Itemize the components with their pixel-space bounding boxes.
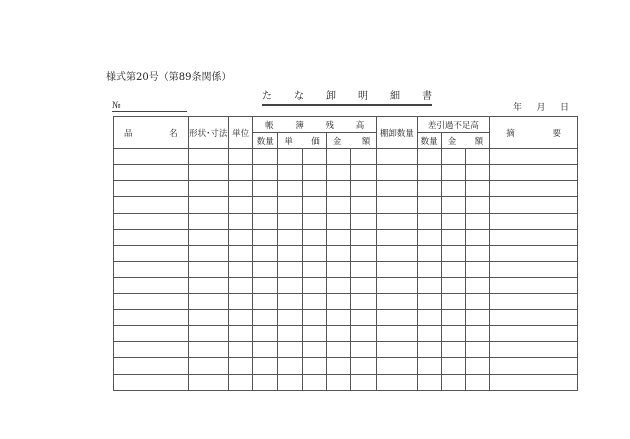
table-cell[interactable] xyxy=(302,294,326,310)
table-cell[interactable] xyxy=(441,213,465,229)
table-cell[interactable] xyxy=(228,277,252,293)
table-cell[interactable] xyxy=(350,342,376,358)
table-cell[interactable] xyxy=(326,277,350,293)
table-cell[interactable] xyxy=(278,197,302,213)
table-cell[interactable] xyxy=(278,261,302,277)
table-cell[interactable] xyxy=(302,310,326,326)
table-cell[interactable] xyxy=(377,197,417,213)
table-cell[interactable] xyxy=(350,261,376,277)
table-cell[interactable] xyxy=(278,310,302,326)
table-cell[interactable] xyxy=(377,149,417,165)
table-cell[interactable] xyxy=(114,245,189,261)
table-cell[interactable] xyxy=(377,342,417,358)
table-cell[interactable] xyxy=(253,181,278,197)
table-cell[interactable] xyxy=(441,326,465,342)
table-cell[interactable] xyxy=(417,261,441,277)
table-cell[interactable] xyxy=(253,229,278,245)
header-item-name: 品 名 xyxy=(114,117,189,149)
table-cell[interactable] xyxy=(490,342,578,358)
table-cell[interactable] xyxy=(490,326,578,342)
table-cell[interactable] xyxy=(188,358,228,374)
table-cell[interactable] xyxy=(350,245,376,261)
table-cell[interactable] xyxy=(465,342,489,358)
table-cell[interactable] xyxy=(253,277,278,293)
table-cell[interactable] xyxy=(377,261,417,277)
table-cell[interactable] xyxy=(228,310,252,326)
table-cell[interactable] xyxy=(490,197,578,213)
table-cell[interactable] xyxy=(465,374,489,390)
table-cell[interactable] xyxy=(350,213,376,229)
table-cell[interactable] xyxy=(326,229,350,245)
table-cell[interactable] xyxy=(490,294,578,310)
table-cell[interactable] xyxy=(417,181,441,197)
table-cell[interactable] xyxy=(441,310,465,326)
table-cell[interactable] xyxy=(377,358,417,374)
table-cell[interactable] xyxy=(490,277,578,293)
table-row xyxy=(114,165,578,181)
table-cell[interactable] xyxy=(302,213,326,229)
table-cell[interactable] xyxy=(278,358,302,374)
table-cell[interactable] xyxy=(302,229,326,245)
table-cell[interactable] xyxy=(278,374,302,390)
table-cell[interactable] xyxy=(302,245,326,261)
table-cell[interactable] xyxy=(188,213,228,229)
table-cell[interactable] xyxy=(228,149,252,165)
table-cell[interactable] xyxy=(302,165,326,181)
table-cell[interactable] xyxy=(326,374,350,390)
table-cell[interactable] xyxy=(350,197,376,213)
table-cell[interactable] xyxy=(228,197,252,213)
table-cell[interactable] xyxy=(465,294,489,310)
header-difference: 差引過不足高 xyxy=(417,117,490,133)
table-cell[interactable] xyxy=(326,326,350,342)
table-cell[interactable] xyxy=(441,277,465,293)
table-cell[interactable] xyxy=(441,294,465,310)
title-char: 書 xyxy=(422,91,432,102)
table-cell[interactable] xyxy=(253,358,278,374)
header-unit-price: 単 価 xyxy=(278,133,326,149)
table-cell[interactable] xyxy=(326,358,350,374)
table-cell[interactable] xyxy=(302,149,326,165)
table-cell[interactable] xyxy=(417,310,441,326)
table-cell[interactable] xyxy=(350,229,376,245)
table-cell[interactable] xyxy=(441,358,465,374)
header-book-amount: 金 額 xyxy=(326,133,376,149)
table-cell[interactable] xyxy=(350,294,376,310)
table-row xyxy=(114,294,578,310)
document-title xyxy=(262,87,432,106)
inventory-table xyxy=(113,116,578,391)
table-cell[interactable] xyxy=(465,245,489,261)
header-diff-amount: 金 額 xyxy=(441,133,489,149)
table-cell[interactable] xyxy=(278,229,302,245)
table-cell[interactable] xyxy=(465,197,489,213)
table-cell[interactable] xyxy=(302,342,326,358)
table-row xyxy=(114,358,578,374)
table-cell[interactable] xyxy=(350,310,376,326)
table-cell[interactable] xyxy=(465,165,489,181)
table-row xyxy=(114,374,578,390)
table-cell[interactable] xyxy=(188,294,228,310)
table-cell[interactable] xyxy=(114,342,189,358)
table-cell[interactable] xyxy=(188,149,228,165)
table-cell[interactable] xyxy=(278,165,302,181)
table-row xyxy=(114,181,578,197)
table-cell[interactable] xyxy=(441,229,465,245)
table-cell[interactable] xyxy=(441,261,465,277)
table-cell[interactable] xyxy=(114,326,189,342)
table-cell[interactable] xyxy=(377,310,417,326)
table-cell[interactable] xyxy=(188,342,228,358)
table-row xyxy=(114,213,578,229)
table-cell[interactable] xyxy=(417,326,441,342)
table-cell[interactable] xyxy=(253,149,278,165)
date-field[interactable] xyxy=(513,100,569,113)
table-cell[interactable] xyxy=(465,149,489,165)
table-cell[interactable] xyxy=(326,197,350,213)
table-cell[interactable] xyxy=(441,197,465,213)
table-cell[interactable] xyxy=(188,326,228,342)
table-cell[interactable] xyxy=(114,261,189,277)
table-cell[interactable] xyxy=(326,213,350,229)
table-cell[interactable] xyxy=(417,342,441,358)
table-cell[interactable] xyxy=(188,310,228,326)
table-cell[interactable] xyxy=(188,245,228,261)
table-cell[interactable] xyxy=(278,326,302,342)
table-cell[interactable] xyxy=(326,165,350,181)
title-char: た xyxy=(262,91,272,102)
date-month-label: 月 xyxy=(536,103,546,113)
title-char: 明 xyxy=(358,91,368,102)
table-cell[interactable] xyxy=(253,261,278,277)
table-cell[interactable] xyxy=(417,165,441,181)
table-cell[interactable] xyxy=(114,181,189,197)
table-cell[interactable] xyxy=(253,213,278,229)
table-cell[interactable] xyxy=(490,310,578,326)
table-cell[interactable] xyxy=(350,181,376,197)
table-cell[interactable] xyxy=(465,181,489,197)
table-cell[interactable] xyxy=(441,245,465,261)
table-cell[interactable] xyxy=(417,358,441,374)
table-cell[interactable] xyxy=(188,229,228,245)
table-cell[interactable] xyxy=(417,229,441,245)
table-cell[interactable] xyxy=(350,358,376,374)
table-cell[interactable] xyxy=(490,358,578,374)
header-remarks: 摘 要 xyxy=(490,117,578,149)
table-cell[interactable] xyxy=(114,149,189,165)
table-row xyxy=(114,310,578,326)
table-cell[interactable] xyxy=(465,277,489,293)
table-cell[interactable] xyxy=(490,149,578,165)
table-cell[interactable] xyxy=(417,294,441,310)
table-cell[interactable] xyxy=(253,326,278,342)
table-cell[interactable] xyxy=(228,261,252,277)
table-cell[interactable] xyxy=(114,374,189,390)
table-cell[interactable] xyxy=(417,197,441,213)
table-row xyxy=(114,261,578,277)
form-number: 様式第20号（第89条関係） xyxy=(106,72,232,83)
table-cell[interactable] xyxy=(490,213,578,229)
table-cell[interactable] xyxy=(114,165,189,181)
table-cell[interactable] xyxy=(441,165,465,181)
table-cell[interactable] xyxy=(377,326,417,342)
title-char: 卸 xyxy=(326,91,336,102)
table-cell[interactable] xyxy=(278,149,302,165)
table-cell[interactable] xyxy=(326,261,350,277)
table-cell[interactable] xyxy=(188,277,228,293)
table-cell[interactable] xyxy=(377,165,417,181)
table-cell[interactable] xyxy=(326,149,350,165)
table-cell[interactable] xyxy=(377,245,417,261)
table-cell[interactable] xyxy=(377,229,417,245)
table-cell[interactable] xyxy=(278,277,302,293)
table-cell[interactable] xyxy=(278,245,302,261)
table-cell[interactable] xyxy=(188,181,228,197)
table-cell[interactable] xyxy=(465,213,489,229)
table-row xyxy=(114,277,578,293)
table-cell[interactable] xyxy=(114,229,189,245)
header-shape-size: 形状･寸法 xyxy=(188,117,228,149)
table-cell[interactable] xyxy=(350,326,376,342)
table-cell[interactable] xyxy=(188,197,228,213)
table-cell[interactable] xyxy=(350,149,376,165)
table-cell[interactable] xyxy=(188,261,228,277)
table-cell[interactable] xyxy=(228,358,252,374)
table-cell[interactable] xyxy=(350,374,376,390)
table-cell[interactable] xyxy=(302,326,326,342)
title-char: 細 xyxy=(390,91,400,102)
table-cell[interactable] xyxy=(326,245,350,261)
header-book-qty: 数量 xyxy=(253,133,278,149)
table-cell[interactable] xyxy=(253,310,278,326)
table-cell[interactable] xyxy=(326,181,350,197)
table-cell[interactable] xyxy=(465,310,489,326)
table-cell[interactable] xyxy=(228,245,252,261)
table-cell[interactable] xyxy=(114,294,189,310)
table-cell[interactable] xyxy=(228,294,252,310)
table-cell[interactable] xyxy=(253,294,278,310)
table-row xyxy=(114,342,578,358)
table-cell[interactable] xyxy=(465,261,489,277)
header-book-balance: 帳 簿 残 高 xyxy=(253,117,377,133)
table-cell[interactable] xyxy=(377,277,417,293)
table-cell[interactable] xyxy=(417,245,441,261)
table-cell[interactable] xyxy=(490,229,578,245)
title-char: な xyxy=(294,91,304,102)
table-cell[interactable] xyxy=(253,165,278,181)
table-cell[interactable] xyxy=(326,310,350,326)
table-cell[interactable] xyxy=(302,261,326,277)
table-cell[interactable] xyxy=(441,342,465,358)
table-cell[interactable] xyxy=(228,342,252,358)
table-cell[interactable] xyxy=(350,277,376,293)
table-cell[interactable] xyxy=(490,165,578,181)
header-unit: 単位 xyxy=(228,117,252,149)
table-cell[interactable] xyxy=(417,213,441,229)
table-cell[interactable] xyxy=(465,358,489,374)
table-row xyxy=(114,149,578,165)
table-cell[interactable] xyxy=(377,181,417,197)
table-cell[interactable] xyxy=(302,374,326,390)
table-cell[interactable] xyxy=(114,310,189,326)
table-cell[interactable] xyxy=(490,261,578,277)
table-cell[interactable] xyxy=(188,165,228,181)
table-cell[interactable] xyxy=(228,213,252,229)
table-cell[interactable] xyxy=(228,374,252,390)
table-cell[interactable] xyxy=(278,181,302,197)
table-cell[interactable] xyxy=(465,229,489,245)
table-cell[interactable] xyxy=(114,213,189,229)
table-cell[interactable] xyxy=(465,326,489,342)
table-cell[interactable] xyxy=(490,245,578,261)
header-inventory-qty: 棚卸数量 xyxy=(377,117,417,149)
table-cell[interactable] xyxy=(326,294,350,310)
table-cell[interactable] xyxy=(278,213,302,229)
table-cell[interactable] xyxy=(441,374,465,390)
table-cell[interactable] xyxy=(253,374,278,390)
table-cell[interactable] xyxy=(490,374,578,390)
number-field[interactable]: № xyxy=(112,101,187,112)
table-row xyxy=(114,326,578,342)
table-cell[interactable] xyxy=(114,277,189,293)
table-cell[interactable] xyxy=(417,149,441,165)
table-cell[interactable] xyxy=(302,181,326,197)
table-cell[interactable] xyxy=(377,374,417,390)
table-cell[interactable] xyxy=(228,181,252,197)
table-cell[interactable] xyxy=(253,197,278,213)
date-year-label: 年 xyxy=(513,103,523,113)
table-cell[interactable] xyxy=(302,358,326,374)
table-cell[interactable] xyxy=(228,229,252,245)
table-cell[interactable] xyxy=(490,181,578,197)
table-cell[interactable] xyxy=(417,277,441,293)
table-cell[interactable] xyxy=(441,149,465,165)
table-row xyxy=(114,197,578,213)
table-row xyxy=(114,229,578,245)
header-diff-qty: 数量 xyxy=(417,133,441,149)
table-cell[interactable] xyxy=(114,197,189,213)
table-cell[interactable] xyxy=(253,245,278,261)
table-cell[interactable] xyxy=(228,326,252,342)
table-cell[interactable] xyxy=(377,294,417,310)
table-cell[interactable] xyxy=(114,358,189,374)
table-cell[interactable] xyxy=(350,165,376,181)
table-cell[interactable] xyxy=(377,213,417,229)
table-cell[interactable] xyxy=(278,294,302,310)
table-row xyxy=(114,245,578,261)
date-day-label: 日 xyxy=(559,103,569,113)
table-cell[interactable] xyxy=(302,197,326,213)
table-cell[interactable] xyxy=(228,165,252,181)
table-cell[interactable] xyxy=(417,374,441,390)
table-cell[interactable] xyxy=(253,342,278,358)
table-cell[interactable] xyxy=(326,342,350,358)
table-cell[interactable] xyxy=(441,181,465,197)
table-cell[interactable] xyxy=(278,342,302,358)
table-cell[interactable] xyxy=(302,277,326,293)
table-cell[interactable] xyxy=(188,374,228,390)
